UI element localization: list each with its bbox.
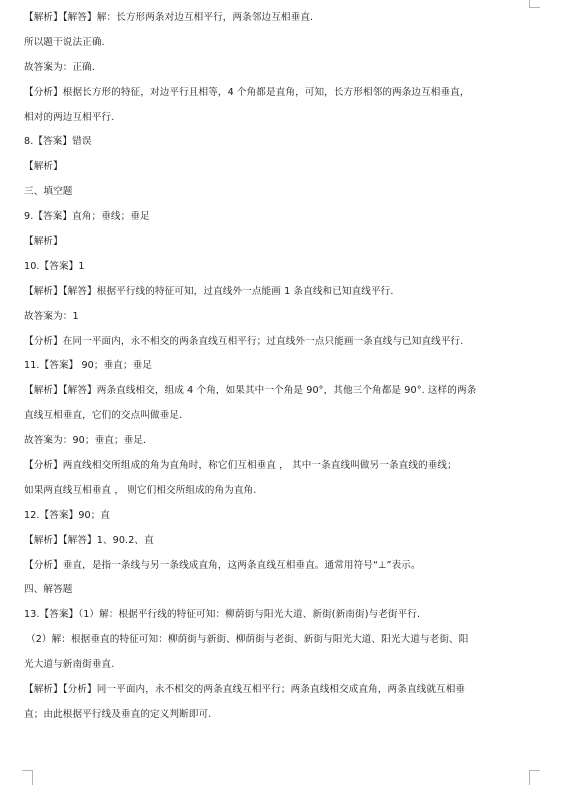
text-line: 【分析】两直线相交所组成的角为直角时，称它们互相垂直 ， 其中一条直线叫做另一条直线的垂线； [24,460,457,472]
text-line: 直；由此根据平行线及垂直的定义判断即可. [24,708,212,720]
text-line: 所以题干说法正确. [24,36,105,48]
text-line: 【解析】 [24,236,63,248]
text-line: 9.【答案】直角；垂线；垂足 [24,211,150,223]
text-line: 故答案为：90；垂直；垂足. [24,435,147,447]
text-line: 10.【答案】1 [24,260,85,272]
text-line: 如果两直线互相垂直 ， 则它们相交所组成的角为直角. [24,484,257,496]
text-line: 8.【答案】错误 [24,136,92,148]
text-line: 直线互相垂直，它们的交点叫做垂足. [24,410,183,422]
text-line: 【解析】【解答】1、90.2、直 [24,534,154,546]
text-line: 【分析】根据长方形的特征，对边平行且相等，4 个角都是直角，可知，长方形相邻的两条边互相垂直， [24,86,470,98]
text-line: （2）解：根据垂直的特征可知：柳荫街与新街、柳荫街与老街、新街与阳光大道、阳光大道与老街、阳 [26,634,469,646]
text-line: 【分析】垂直，是指一条线与另一条线成直角，这两条直线互相垂直。通常用符号“⊥”表示。 [24,559,421,571]
text-line: 【解析】【解答】根据平行线的特征可知，过直线外一点能画 1 条直线和已知直线平行. [24,285,394,297]
section-heading: 四、解答题 [24,584,73,596]
text-line: 【解析】 [24,161,63,173]
text-line: 【解析】【解答】两条直线相交，组成 4 个角，如果其中一个角是 90°，其他三个角都是 90°. 这样的两条 [24,385,477,397]
section-heading: 三、填空题 [24,186,73,198]
text-line: 【分析】在同一平面内，永不相交的两条直线互相平行；过直线外一点只能画一条直线与已知直线平行. [24,335,464,347]
page-corner-mark [22,770,33,785]
text-line: 【解析】【分析】同一平面内，永不相交的两条直线互相平行；两条直线相交成直角，两条直线就互相垂 [24,684,466,696]
text-line: 故答案为：正确. [24,61,96,73]
text-line: 故答案为：1 [24,310,79,322]
text-line: 光大道与新南街垂直. [24,659,115,671]
text-line: 12.【答案】90；直 [24,509,111,521]
text-line: 【解析】【解答】解：长方形两条对边互相平行，两条邻边互相垂直. [24,12,314,23]
text-line: 相对的两边互相平行. [24,111,115,123]
text-line: 11.【答案】 90；垂直；垂足 [24,360,153,372]
page-corner-mark [529,770,540,785]
document-body [24,6,540,728]
text-line: 13.【答案】（1）解：根据平行线的特征可知：柳荫街与阳光大道、新街(新南街)与老街平行. [24,609,421,621]
